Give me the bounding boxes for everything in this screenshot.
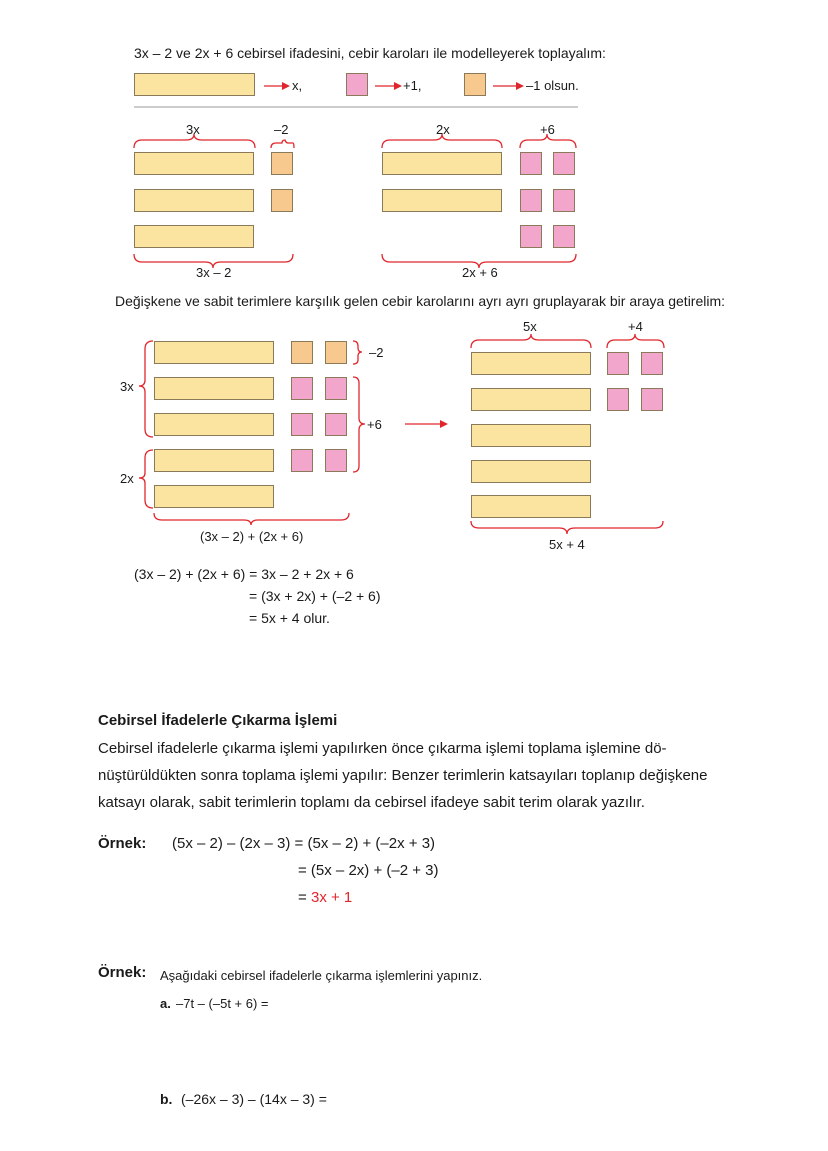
left-const-label: –2 [274,122,289,137]
left-total-label: 3x – 2 [196,265,232,280]
result-const-label: +4 [628,319,643,334]
section-heading: Cebirsel İfadelerle Çıkarma İşlemi [98,712,338,729]
step-line-2: = (3x + 2x) + (–2 + 6) [249,588,381,604]
legend-x-label: x, [292,78,303,93]
example1-line-2: = (5x – 2x) + (–2 + 3) [298,862,439,879]
result-total-label: 5x + 4 [549,537,585,552]
step-line-1: (3x – 2) + (2x + 6) = 3x – 2 + 2x + 6 [134,566,354,582]
group-plus6-label: +6 [367,417,382,432]
paragraph-line-2: nüştürüldükten sonra toplama işlemi yapılır: Benzer terimlerin katsayıları toplanıp değişkene [98,767,708,784]
group-minus2-label: –2 [369,345,384,360]
paragraph-line-3: katsayı olarak, sabit terimlerin toplamı da cebirsel ifadeye sabit terim olarak yazılır. [98,794,645,811]
legend-plus-one-label: +1, [403,78,422,93]
right-total-label: 2x + 6 [462,265,498,280]
intro-sentence: 3x – 2 ve 2x + 6 cebirsel ifadesini, cebir karoları ile modelleyerek toplayalım: [134,45,606,61]
paragraph-line-1: Cebirsel ifadelerle çıkarma işlemi yapılırken önce çıkarma işlemi toplama işlemine dö- [98,740,667,757]
right-const-label: +6 [540,122,555,137]
group-3x-label: 3x [120,379,134,394]
result-var-label: 5x [523,319,537,334]
example2-label: Örnek: [98,964,147,981]
step-line-3: = 5x + 4 olur. [249,610,330,626]
example2-b-label: b. [160,1091,173,1107]
example2-a-expression: –7t – (–5t + 6) = [176,996,269,1011]
combined-label: (3x – 2) + (2x + 6) [200,529,304,544]
right-var-label: 2x [436,122,450,137]
example2-instruction: Aşağıdaki cebirsel ifadelerle çıkarma işlemlerini yapınız. [160,968,483,983]
legend-minus-one-label: –1 olsun. [526,78,579,93]
example1-line-3-eq: = [298,889,307,906]
example1-label: Örnek: [98,835,147,852]
grouping-sentence: Değişkene ve sabit terimlere karşılık gelen cebir karolarını ayrı ayrı gruplayarak bir araya getirelim: [115,293,726,309]
example2-a-label: a. [160,996,171,1011]
example2-b-expression: (–26x – 3) – (14x – 3) = [181,1091,327,1107]
left-var-label: 3x [186,122,200,137]
group-2x-label: 2x [120,471,134,486]
example1-answer: 3x + 1 [311,889,353,906]
example1-line-1: (5x – 2) – (2x – 3) = (5x – 2) + (–2x + 3) [172,835,436,852]
